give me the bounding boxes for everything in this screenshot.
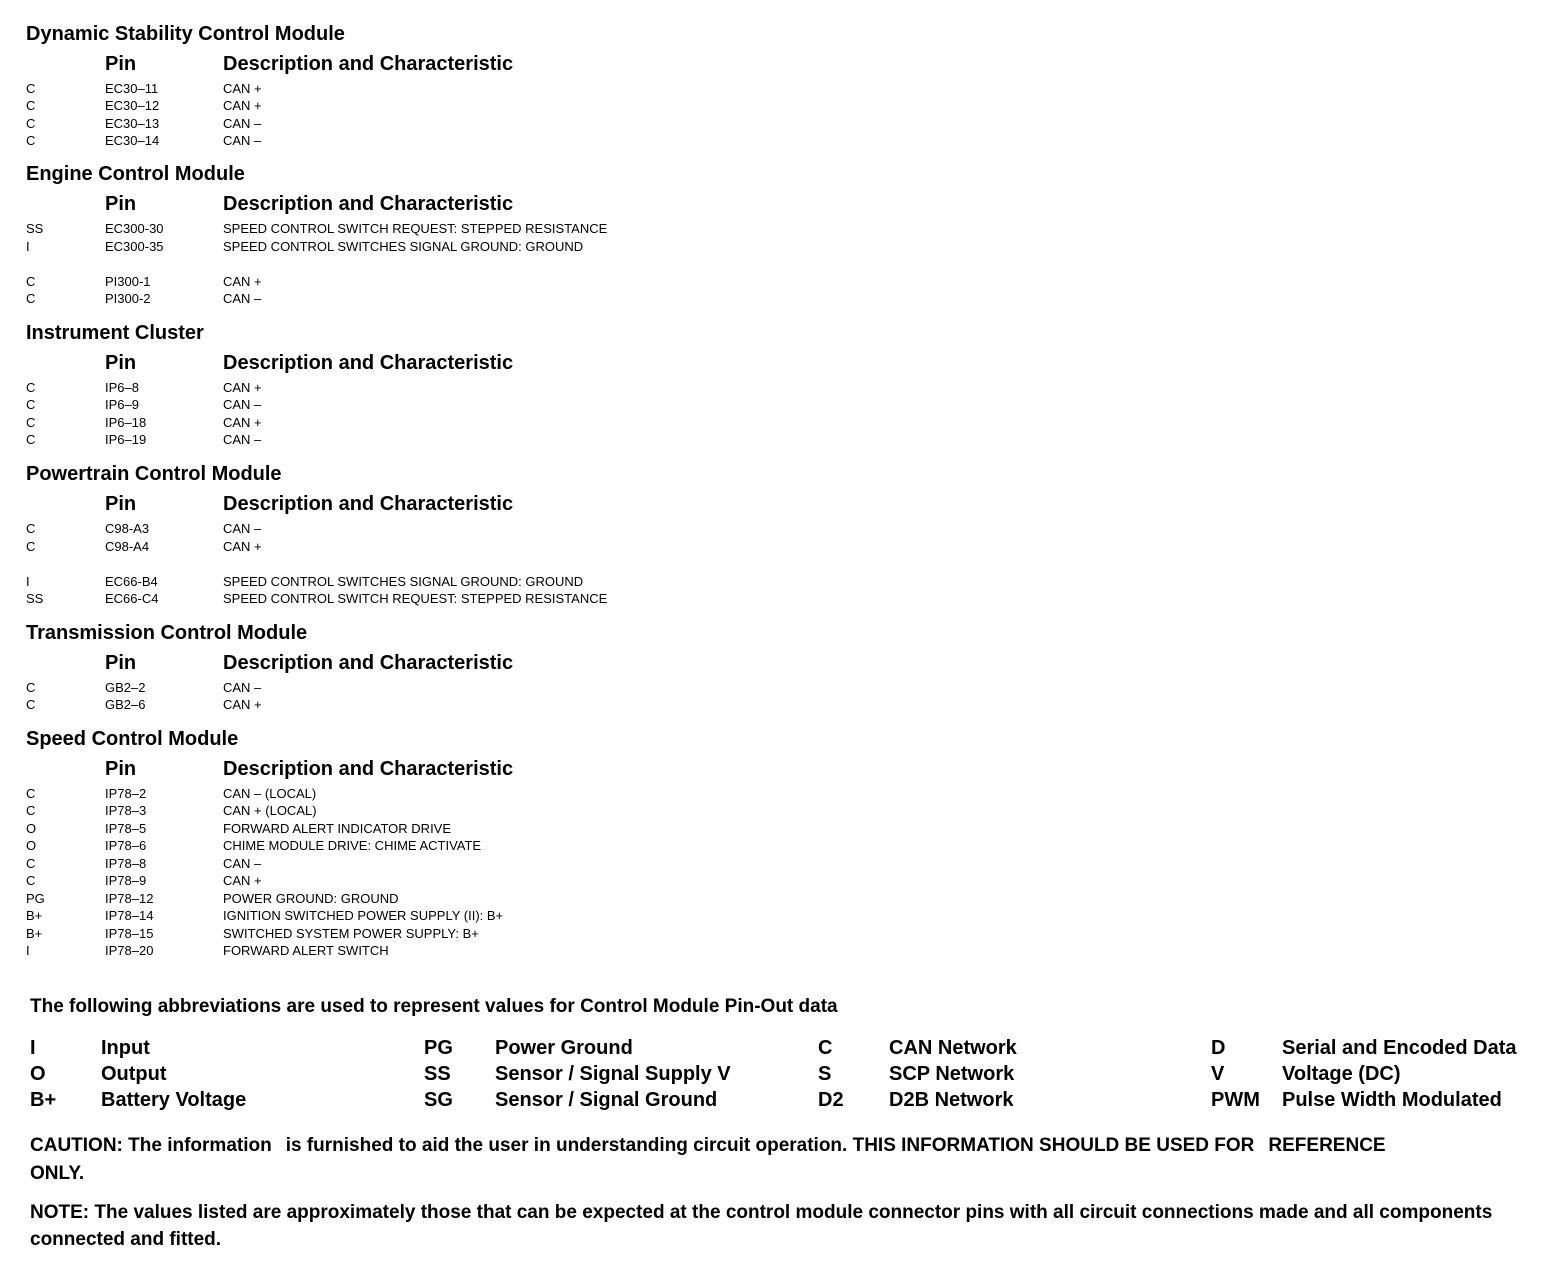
abbreviation-code: PG bbox=[424, 1037, 453, 1059]
circuit-type: C bbox=[26, 98, 36, 113]
abbreviation-label: Pulse Width Modulated bbox=[1282, 1089, 1502, 1111]
pin-id: C98-A3 bbox=[105, 521, 150, 536]
pin-description: CAN – bbox=[223, 432, 262, 447]
pin-description: POWER GROUND: GROUND bbox=[223, 891, 399, 906]
abbreviation-code: O bbox=[30, 1063, 46, 1085]
circuit-type: C bbox=[26, 803, 36, 818]
pin-id: IP78–2 bbox=[105, 786, 147, 801]
pin-column-header: Pin bbox=[105, 352, 137, 374]
abbreviation-label: Serial and Encoded Data bbox=[1282, 1037, 1517, 1059]
pin-id: IP78–20 bbox=[105, 943, 154, 958]
pin-id: IP6–8 bbox=[105, 380, 139, 395]
circuit-type: C bbox=[26, 291, 36, 306]
module-title: Transmission Control Module bbox=[26, 622, 308, 644]
pin-description: SWITCHED SYSTEM POWER SUPPLY: B+ bbox=[223, 926, 479, 941]
module-title: Powertrain Control Module bbox=[26, 463, 282, 485]
pin-description: CAN – bbox=[223, 291, 262, 306]
circuit-type: SS bbox=[26, 221, 44, 236]
abbreviation-code: B+ bbox=[30, 1089, 57, 1111]
pin-description: SPEED CONTROL SWITCH REQUEST: STEPPED RESISTANCE bbox=[223, 221, 608, 236]
pin-id: EC300-30 bbox=[105, 221, 164, 236]
circuit-type: PG bbox=[26, 891, 45, 906]
pin-description: CAN + bbox=[223, 274, 262, 289]
description-column-header: Description and Characteristic bbox=[223, 493, 514, 515]
pin-column-header: Pin bbox=[105, 758, 137, 780]
abbreviation-label: Input bbox=[101, 1037, 150, 1059]
pin-description: IGNITION SWITCHED POWER SUPPLY (II): B+ bbox=[223, 908, 504, 923]
note-text: NOTE: The values listed are approximately those that can be expected at the control module connector pins with all circuit connections made and all components connected and fitted. bbox=[30, 1202, 1493, 1250]
circuit-type: C bbox=[26, 697, 36, 712]
pin-id: PI300-2 bbox=[105, 291, 151, 306]
abbreviation-code: S bbox=[818, 1063, 832, 1085]
pin-id: EC30–14 bbox=[105, 133, 160, 148]
pin-id: PI300-1 bbox=[105, 274, 151, 289]
pin-description: CAN + bbox=[223, 81, 262, 96]
description-column-header: Description and Characteristic bbox=[223, 352, 514, 374]
abbreviation-code: SG bbox=[424, 1089, 453, 1111]
pin-description: SPEED CONTROL SWITCHES SIGNAL GROUND: GROUND bbox=[223, 574, 584, 589]
pin-id: EC66-C4 bbox=[105, 591, 159, 606]
circuit-type: C bbox=[26, 274, 36, 289]
abbreviation-label: Sensor / Signal Supply V bbox=[495, 1063, 731, 1085]
module-title: Engine Control Module bbox=[26, 163, 245, 185]
pin-id: GB2–2 bbox=[105, 680, 146, 695]
pin-column-header: Pin bbox=[105, 193, 137, 215]
circuit-type: SS bbox=[26, 591, 44, 606]
abbreviation-label: Sensor / Signal Ground bbox=[495, 1089, 718, 1111]
pin-description: CAN – bbox=[223, 680, 262, 695]
circuit-type: C bbox=[26, 856, 36, 871]
caution-part: CAUTION: The information bbox=[30, 1135, 272, 1156]
pin-description: CAN – (LOCAL) bbox=[223, 786, 317, 801]
pin-description: SPEED CONTROL SWITCH REQUEST: STEPPED RESISTANCE bbox=[223, 591, 608, 606]
pin-description: CAN + bbox=[223, 697, 262, 712]
abbreviation-label: SCP Network bbox=[889, 1063, 1015, 1085]
circuit-type: C bbox=[26, 397, 36, 412]
circuit-type: C bbox=[26, 786, 36, 801]
pin-description: CAN + bbox=[223, 873, 262, 888]
pin-description: SPEED CONTROL SWITCHES SIGNAL GROUND: GROUND bbox=[223, 239, 584, 254]
module-title: Instrument Cluster bbox=[26, 322, 204, 344]
circuit-type: O bbox=[26, 838, 37, 853]
pin-description: CAN – bbox=[223, 856, 262, 871]
abbreviation-label: Voltage (DC) bbox=[1282, 1063, 1401, 1085]
abbreviation-code: SS bbox=[424, 1063, 451, 1085]
pin-column-header: Pin bbox=[105, 53, 137, 75]
pin-description: CHIME MODULE DRIVE: CHIME ACTIVATE bbox=[223, 838, 482, 853]
abbreviation-code: PWM bbox=[1211, 1089, 1260, 1111]
abbreviation-code: I bbox=[30, 1037, 36, 1059]
pin-id: EC30–13 bbox=[105, 116, 160, 131]
caution-part: ONLY. bbox=[30, 1163, 85, 1184]
pin-description: CAN – bbox=[223, 521, 262, 536]
pin-description: CAN + bbox=[223, 98, 262, 113]
pin-id: IP6–9 bbox=[105, 397, 139, 412]
pin-id: EC30–12 bbox=[105, 98, 160, 113]
pin-id: IP78–15 bbox=[105, 926, 154, 941]
pin-description: CAN + bbox=[223, 415, 262, 430]
abbreviation-code: D2 bbox=[818, 1089, 844, 1111]
abbreviation-label: D2B Network bbox=[889, 1089, 1014, 1111]
pin-id: IP78–5 bbox=[105, 821, 147, 836]
caution-part: is furnished to aid the user in understanding circuit operation. THIS INFORMATION SHOULD BE USED FOR bbox=[285, 1135, 1255, 1156]
description-column-header: Description and Characteristic bbox=[223, 193, 514, 215]
circuit-type: C bbox=[26, 133, 36, 148]
pin-id: IP78–12 bbox=[105, 891, 154, 906]
pin-id: IP78–8 bbox=[105, 856, 147, 871]
pin-id: IP6–19 bbox=[105, 432, 147, 447]
abbreviation-label: Power Ground bbox=[495, 1037, 633, 1059]
pin-description: FORWARD ALERT SWITCH bbox=[223, 943, 389, 958]
pin-description: CAN + (LOCAL) bbox=[223, 803, 317, 818]
abbreviation-code: D bbox=[1211, 1037, 1226, 1059]
description-column-header: Description and Characteristic bbox=[223, 758, 514, 780]
abbreviation-code: C bbox=[818, 1037, 833, 1059]
pin-column-header: Pin bbox=[105, 652, 137, 674]
pin-description: CAN + bbox=[223, 380, 262, 395]
circuit-type: C bbox=[26, 81, 36, 96]
pin-id: IP78–3 bbox=[105, 803, 147, 818]
pin-description: CAN + bbox=[223, 539, 262, 554]
abbreviation-label: CAN Network bbox=[889, 1037, 1017, 1059]
circuit-type: C bbox=[26, 539, 36, 554]
pin-id: IP78–6 bbox=[105, 838, 147, 853]
pin-id: EC66-B4 bbox=[105, 574, 158, 589]
abbreviation-label: Output bbox=[101, 1063, 167, 1085]
description-column-header: Description and Characteristic bbox=[223, 652, 514, 674]
module-title: Speed Control Module bbox=[26, 728, 239, 750]
circuit-type: C bbox=[26, 873, 36, 888]
pin-description: CAN – bbox=[223, 397, 262, 412]
circuit-type: I bbox=[26, 239, 30, 254]
circuit-type: O bbox=[26, 821, 37, 836]
pin-id: EC300-35 bbox=[105, 239, 164, 254]
pin-id: IP78–14 bbox=[105, 908, 154, 923]
caution-part: REFERENCE bbox=[1268, 1135, 1386, 1156]
abbreviations-intro: The following abbreviations are used to represent values for Control Module Pin-Out data bbox=[30, 996, 838, 1017]
pin-description: FORWARD ALERT INDICATOR DRIVE bbox=[223, 821, 452, 836]
circuit-type: C bbox=[26, 380, 36, 395]
pin-id: IP78–9 bbox=[105, 873, 147, 888]
pin-column-header: Pin bbox=[105, 493, 137, 515]
caution-text bbox=[30, 1132, 1530, 1188]
circuit-type: C bbox=[26, 680, 36, 695]
circuit-type: B+ bbox=[26, 926, 43, 941]
pin-id: IP6–18 bbox=[105, 415, 147, 430]
pin-description: CAN – bbox=[223, 133, 262, 148]
module-title: Dynamic Stability Control Module bbox=[26, 23, 345, 45]
circuit-type: C bbox=[26, 116, 36, 131]
pin-id: GB2–6 bbox=[105, 697, 146, 712]
pin-id: C98-A4 bbox=[105, 539, 150, 554]
pin-id: EC30–11 bbox=[105, 81, 159, 96]
circuit-type: B+ bbox=[26, 908, 43, 923]
circuit-type: I bbox=[26, 943, 30, 958]
abbreviation-label: Battery Voltage bbox=[101, 1089, 247, 1111]
circuit-type: C bbox=[26, 415, 36, 430]
circuit-type: I bbox=[26, 574, 30, 589]
abbreviation-code: V bbox=[1211, 1063, 1225, 1085]
circuit-type: C bbox=[26, 432, 36, 447]
description-column-header: Description and Characteristic bbox=[223, 53, 514, 75]
pin-description: CAN – bbox=[223, 116, 262, 131]
circuit-type: C bbox=[26, 521, 36, 536]
